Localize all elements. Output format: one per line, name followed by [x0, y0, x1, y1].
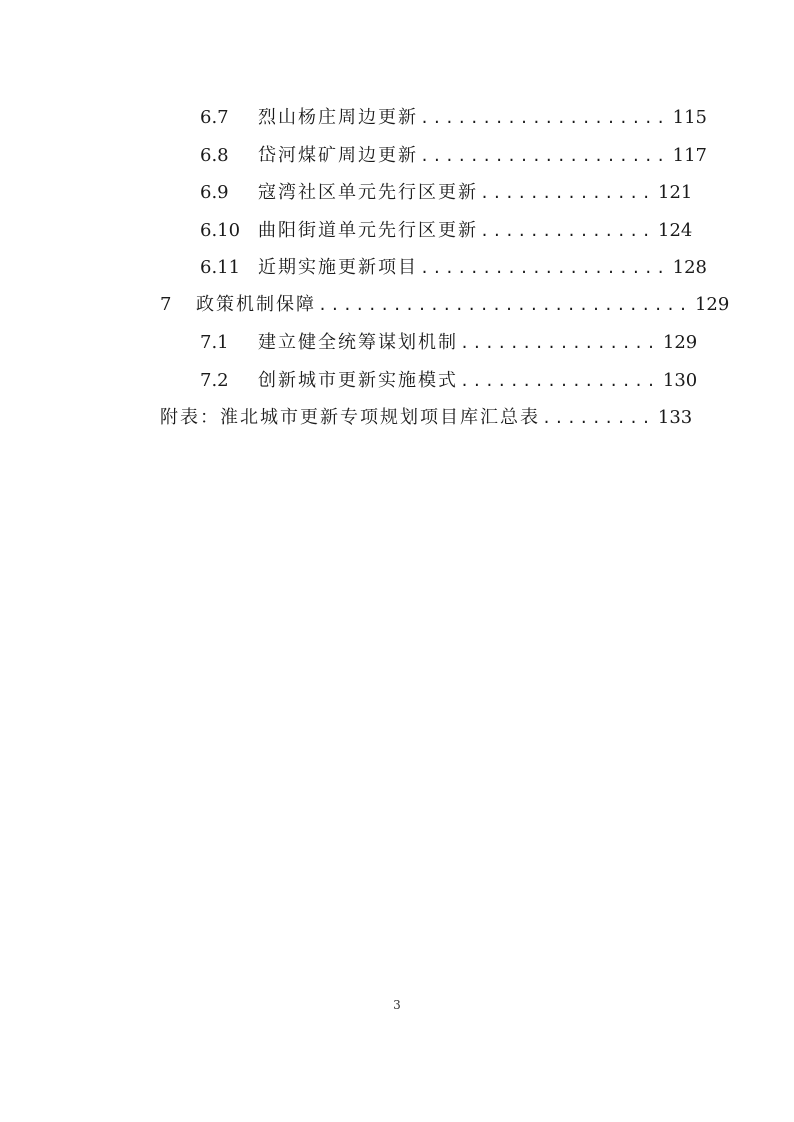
toc-dot-leader: ................	[460, 372, 659, 390]
toc-entry-title: 政策机制保障	[196, 294, 316, 315]
toc-entry-title: 寇湾社区单元先行区更新	[258, 182, 478, 203]
toc-entry-title: 近期实施更新项目	[258, 257, 418, 278]
toc-dot-leader: ..............	[480, 222, 655, 240]
toc-entry-6-7[interactable]	[200, 103, 707, 133]
toc-entry-number: 6.11	[200, 257, 241, 278]
toc-entry-page: 124	[658, 220, 693, 241]
toc-entry-page: 130	[662, 370, 698, 391]
toc-dot-leader: ..............................	[318, 296, 691, 314]
toc-entry-page: 133	[657, 407, 693, 428]
toc-entry-7-1[interactable]	[200, 328, 698, 358]
toc-entry-number: 7.2	[200, 370, 229, 391]
toc-entry-title: 创新城市更新实施模式	[258, 370, 458, 391]
toc-entry-page: 121	[658, 182, 693, 203]
toc-entry-6-9[interactable]	[200, 178, 693, 208]
toc-dot-leader: .........	[542, 409, 654, 427]
toc-entry-number: 6.8	[200, 145, 229, 166]
toc-entry-number: 6.10	[200, 220, 241, 241]
toc-entry-7-2[interactable]	[200, 366, 698, 396]
toc-entry-6-10[interactable]	[200, 216, 693, 246]
toc-entry-title: 烈山杨庄周边更新	[258, 107, 418, 128]
toc-dot-leader: ................	[460, 334, 659, 352]
toc-entry-page: 115	[672, 107, 707, 128]
toc-entry-page: 129	[662, 332, 698, 353]
toc-entry-title: 曲阳街道单元先行区更新	[258, 220, 478, 241]
toc-entry-7[interactable]	[160, 290, 730, 320]
toc-entry-page: 117	[672, 145, 707, 166]
toc-entry-number: 7	[160, 294, 172, 315]
toc-entry-title: 附表：淮北城市更新专项规划项目库汇总表	[160, 407, 540, 428]
table-of-contents	[0, 0, 794, 440]
toc-dot-leader: ....................	[420, 259, 669, 277]
toc-entry-6-8[interactable]	[200, 141, 707, 171]
toc-entry-number: 6.9	[200, 182, 229, 203]
toc-entry-title: 岱河煤矿周边更新	[258, 145, 418, 166]
toc-entry-number: 6.7	[200, 107, 229, 128]
toc-entry-6-11[interactable]	[200, 253, 707, 283]
page-number: 3	[393, 998, 401, 1012]
toc-entry-page: 128	[672, 257, 707, 278]
toc-entry-title: 建立健全统筹谋划机制	[258, 332, 458, 353]
toc-entry-number: 7.1	[200, 332, 229, 353]
toc-dot-leader: ..............	[480, 184, 655, 202]
toc-entry-appendix[interactable]	[160, 403, 693, 433]
toc-entry-page: 129	[694, 294, 730, 315]
toc-dot-leader: ....................	[420, 109, 669, 127]
toc-dot-leader: ....................	[420, 147, 669, 165]
